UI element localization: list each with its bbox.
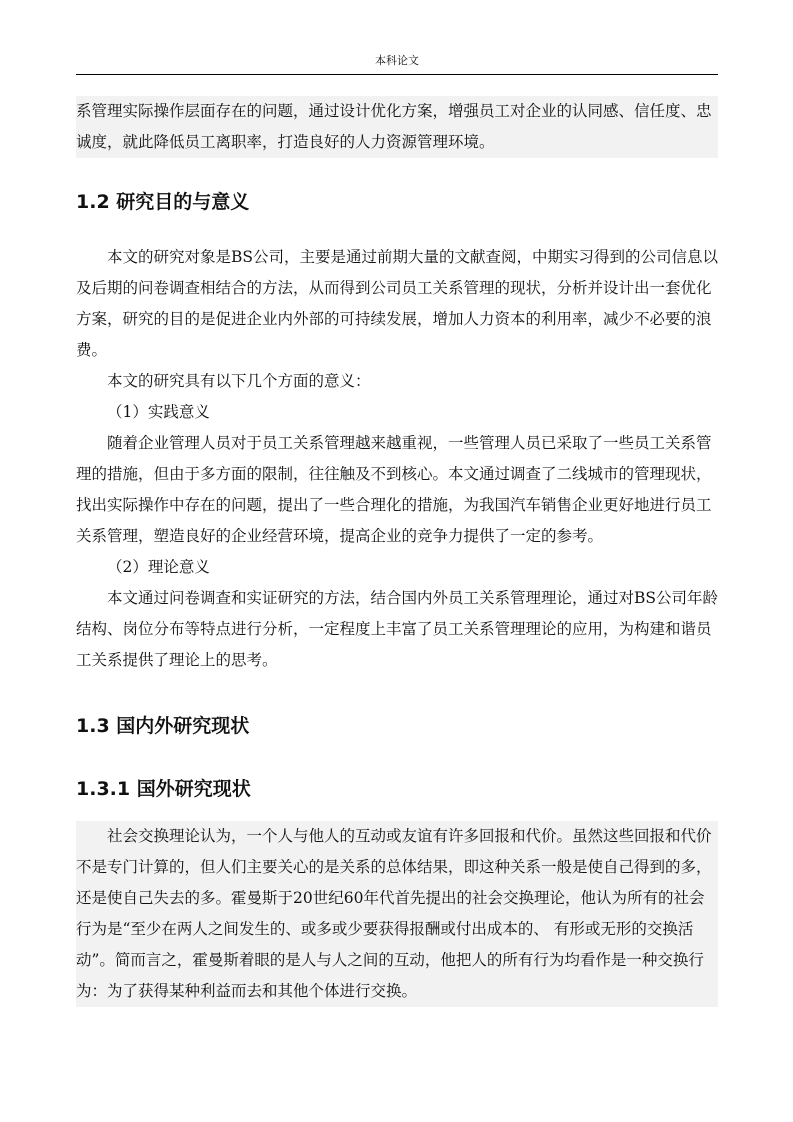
running-header <box>76 54 718 75</box>
social-exchange-paragraph: 社会交换理论认为，一个人与他人的互动或友谊有许多回报和代价。虽然这些回报和代价不是专门计算的，但人们主要关心的是关系的总体结果，即这种关系一般是使自己得到的多，还是使自己失去的多。霍曼斯于20世纪60年代首先提出的社会交换理论，他认为所有的社会行为是“至少在两人之间发生的、或多或少要获得报酬或付出成本的、 有形或无形的交换活动”。简而言之，霍曼斯着眼的是人与人之间的互动，他把人的所有行为均看作是一种交换行为：为了获得某种利益而去和其他个体进行交换。 <box>76 827 712 1000</box>
intro-paragraph-block <box>76 96 718 158</box>
foreign-research-block <box>76 821 718 1007</box>
theoretical-significance-text: 本文通过问卷调查和实证研究的方法，结合国内外员工关系管理理论，通过对BS公司年龄结构、岗位分布等特点进行分析，一定程度上丰富了员工关系管理理论的应用，为构建和谐员工关系提供了理论上的思考。 <box>76 589 719 669</box>
theoretical-significance-title: （2）理论意义 <box>107 558 210 576</box>
purpose-paragraph: 本文的研究对象是BS公司，主要是通过前期大量的文献查阅，中期实习得到的公司信息以及后期的问卷调查相结合的方法，从而得到公司员工关系管理的现状，分析并设计出一套优化方案，研究的目的是促进企业内外部的可持续发展，增加人力资本的利用率，减少不必要的浪费。 <box>76 248 719 359</box>
significance-intro: 本文的研究具有以下几个方面的意义： <box>107 372 371 390</box>
section-heading-1-2: 1.2 研究目的与意义 <box>76 191 250 213</box>
section-1-2-body <box>76 242 718 676</box>
intro-paragraph: 系管理实际操作层面存在的问题，通过设计优化方案，增强员工对企业的认同感、信任度、忠诚度，就此降低员工离职率，打造良好的人力资源管理环境。 <box>76 102 712 151</box>
practical-significance-title: （1）实践意义 <box>107 403 210 421</box>
practical-significance-text: 随着企业管理人员对于员工关系管理越来越重视，一些管理人员已采取了一些员工关系管理的措施，但由于多方面的限制，往往触及不到核心。本文通过调查了二线城市的管理现状，找出实际操作中存在的问题，提出了一些合理化的措施，为我国汽车销售企业更好地进行员工关系管理，塑造良好的企业经营环境，提高企业的竞争力提供了一定的参考。 <box>76 434 712 545</box>
section-heading-1-3: 1.3 国内外研究现状 <box>76 715 250 737</box>
running-header-title: 本科论文 <box>375 54 419 67</box>
section-heading-1-3-1: 1.3.1 国外研究现状 <box>76 778 251 800</box>
